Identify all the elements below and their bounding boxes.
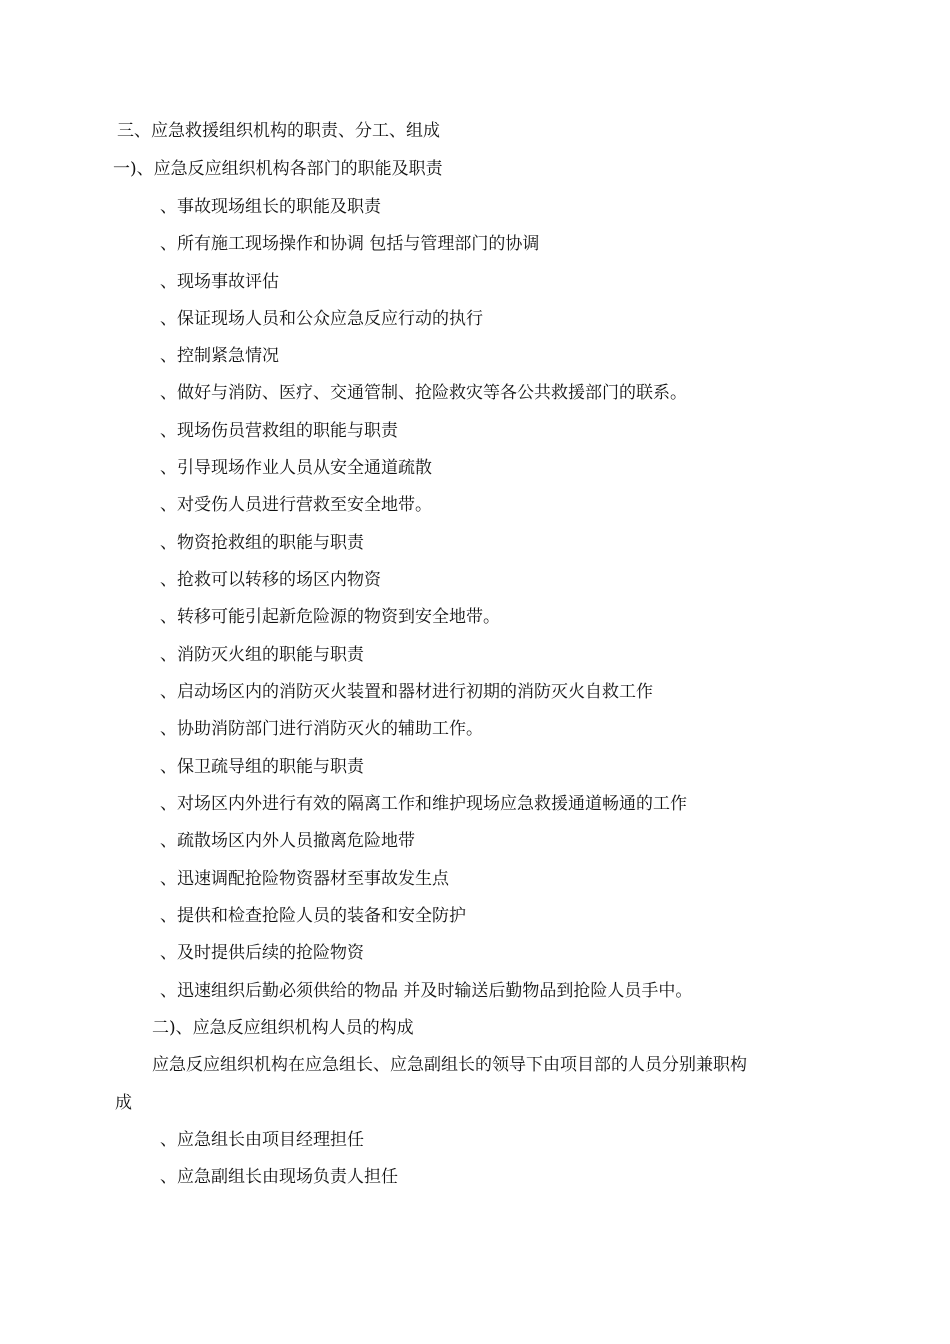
list-item: 、所有施工现场操作和协调 包括与管理部门的协调 — [160, 234, 540, 254]
list-item: 、应急副组长由现场负责人担任 — [160, 1167, 398, 1187]
list-item: 、迅速组织后勤必须供给的物品 并及时输送后勤物品到抢险人员手中。 — [160, 981, 693, 1001]
list-item: 、保卫疏导组的职能与职责 — [160, 757, 364, 777]
list-item: 、保证现场人员和公众应急反应行动的执行 — [160, 309, 483, 329]
paragraph-line: 应急反应组织机构在应急组长、应急副组长的领导下由项目部的人员分别兼职构 — [152, 1055, 747, 1075]
list-item: 、引导现场作业人员从安全通道疏散 — [160, 458, 432, 478]
list-item: 、迅速调配抢险物资器材至事故发生点 — [160, 869, 449, 889]
list-item: 、现场事故评估 — [160, 272, 279, 292]
list-item: 、物资抢救组的职能与职责 — [160, 533, 364, 553]
list-item: 、消防灭火组的职能与职责 — [160, 645, 364, 665]
list-item: 、协助消防部门进行消防灭火的辅助工作。 — [160, 719, 483, 739]
list-item: 、现场伤员营救组的职能与职责 — [160, 421, 398, 441]
list-item: 、应急组长由项目经理担任 — [160, 1130, 364, 1150]
subsection-heading-2: 二)、应急反应组织机构人员的构成 — [152, 1018, 414, 1038]
paragraph-line: 成 — [115, 1093, 132, 1113]
list-item: 、事故现场组长的职能及职责 — [160, 197, 381, 217]
section-heading: 三、应急救援组织机构的职责、分工、组成 — [117, 121, 440, 141]
subsection-heading-1: 一)、应急反应组织机构各部门的职能及职责 — [113, 159, 443, 179]
list-item: 、提供和检查抢险人员的装备和安全防护 — [160, 906, 466, 926]
list-item: 、启动场区内的消防灭火装置和器材进行初期的消防灭火自救工作 — [160, 682, 653, 702]
list-item: 、对受伤人员进行营救至安全地带。 — [160, 495, 432, 515]
list-item: 、转移可能引起新危险源的物资到安全地带。 — [160, 607, 500, 627]
list-item: 、做好与消防、医疗、交通管制、抢险救灾等各公共救援部门的联系。 — [160, 383, 687, 403]
list-item: 、控制紧急情况 — [160, 346, 279, 366]
list-item: 、及时提供后续的抢险物资 — [160, 943, 364, 963]
list-item: 、疏散场区内外人员撤离危险地带 — [160, 831, 415, 851]
list-item: 、抢救可以转移的场区内物资 — [160, 570, 381, 590]
list-item: 、对场区内外进行有效的隔离工作和维护现场应急救援通道畅通的工作 — [160, 794, 687, 814]
